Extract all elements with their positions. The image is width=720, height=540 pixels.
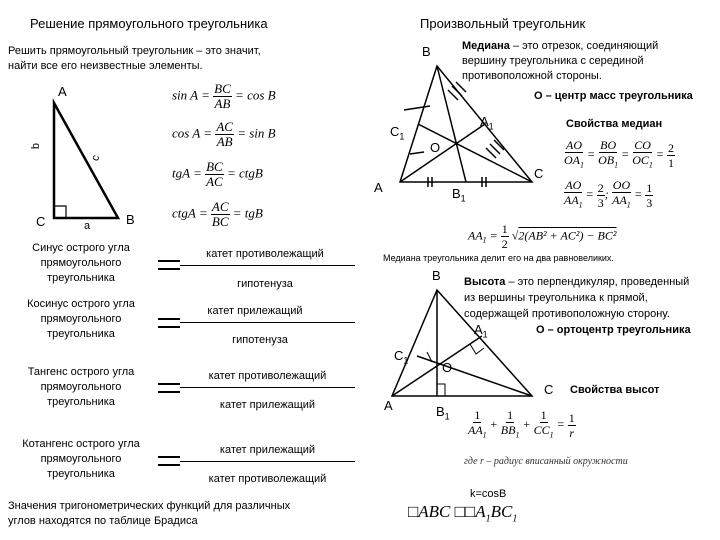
formula-cos: cos A = $\frac{AC}{AB}$ = sin B	[172, 119, 276, 149]
altitude-vertex-B: B	[432, 268, 441, 283]
left-title: Решение прямоугольного треугольника	[30, 16, 268, 31]
altitude-vertex-A: A	[384, 398, 393, 413]
altitude-vertex-B1: $B_1$	[436, 404, 450, 422]
altitude-vertex-C1: $C_1$	[394, 348, 409, 366]
similarity-statement: □ABC $□□A_1BC_1$	[408, 502, 518, 525]
equals-sign	[158, 260, 180, 270]
equals-sign	[158, 383, 180, 393]
altitude-vertex-C: C	[544, 382, 554, 397]
median-vertex-A: A	[374, 180, 383, 195]
side-a-label: a	[84, 220, 91, 232]
median-vertex-C: C	[534, 166, 544, 181]
side-b-label: b	[30, 142, 43, 150]
right-triangle-figure	[54, 103, 118, 218]
median-ratio-formula: $\frac{AO}{OA_1}$ = $\frac{BO}{OB_1}$ = $\frac{CO}{OC_1}$ = $\frac{2}{1}$	[564, 138, 674, 170]
left-footer-line1: Значения тригонометрических функций для различных	[8, 500, 291, 512]
equals-sign	[158, 318, 180, 328]
median-vertex-B: B	[422, 44, 431, 59]
altitude-definition-line2: из вершины треугольника к прямой,	[464, 292, 648, 304]
k-cosb-text: k=cosB	[470, 488, 507, 500]
median-vertex-B1: $B_1$	[452, 186, 466, 204]
median-center-O: O	[430, 140, 441, 155]
altitude-definition-line3: содержащей противоположную сторону.	[464, 308, 670, 320]
left-intro-line2: найти все его неизвестные элементы.	[8, 60, 203, 72]
fraction-line	[180, 387, 355, 388]
median-definition-line1: Медиана – это отрезок, соединяющий	[462, 40, 659, 52]
median-properties-title: Свойства медиан	[566, 118, 663, 130]
orthocenter-note: О – ортоцентр треугольника	[536, 324, 691, 336]
altitude-vertex-A1: $A_1$	[474, 322, 488, 340]
equals-sign	[158, 456, 180, 466]
altitude-triangle-figure	[392, 290, 532, 396]
median-length-formula: $AA_1$ = $\frac{1}{2}$ √2(AB² + AC²) − BC²	[468, 222, 617, 251]
altitude-note: где r – радиус вписанный окружности	[464, 456, 628, 467]
median-vertex-A1: $A_1$	[480, 114, 494, 132]
formula-sin: sin A = $\frac{BC}{AB}$ = cos B	[172, 81, 276, 111]
vertex-C-label: C	[36, 214, 46, 229]
side-c-label: c	[89, 153, 103, 163]
formula-tg: tgA = $\frac{BC}{AC}$ = ctgB	[172, 159, 263, 189]
fraction-line	[180, 322, 355, 323]
fraction-line	[180, 461, 355, 462]
median-definition-line2: вершину треугольника с серединой	[462, 55, 644, 67]
left-footer-line2: углов находятся по таблице Брадиса	[8, 515, 198, 527]
median-center-note: О – центр масс треугольника	[534, 90, 693, 102]
median-triangle-figure	[400, 66, 532, 187]
altitude-definition-line1: Высота – это перпендикуляр, проведенный	[464, 276, 690, 288]
median-ratio-formula-2: $\frac{AO}{AA_1}$ = $\frac{2}{3}$ ; $\frac{OO}{AA_1}$ = $\frac{1}{3}$	[564, 178, 653, 210]
vertex-B-label: B	[126, 212, 135, 227]
orthocenter-O: O	[442, 360, 453, 375]
median-area-note: Медиана треугольника делит его на два равновеликих.	[383, 253, 614, 263]
formula-ctg: ctgA = $\frac{AC}{BC}$ = tgB	[172, 199, 263, 229]
median-definition-line3: противоположной стороны.	[462, 70, 602, 82]
altitude-properties-title: Свойства высот	[570, 384, 660, 396]
altitude-sum-formula: $\frac{1}{AA_1}$ + $\frac{1}{BB_1}$ + $\frac{1}{CC_1}$ = $\frac{1}{r}$	[468, 408, 575, 440]
right-title: Произвольный треугольник	[420, 16, 586, 31]
fraction-line	[180, 265, 355, 266]
median-vertex-C1: $C_1$	[390, 124, 405, 142]
left-intro-line1: Решить прямоугольный треугольник – это значит,	[8, 45, 261, 57]
vertex-A-label: A	[58, 84, 67, 99]
